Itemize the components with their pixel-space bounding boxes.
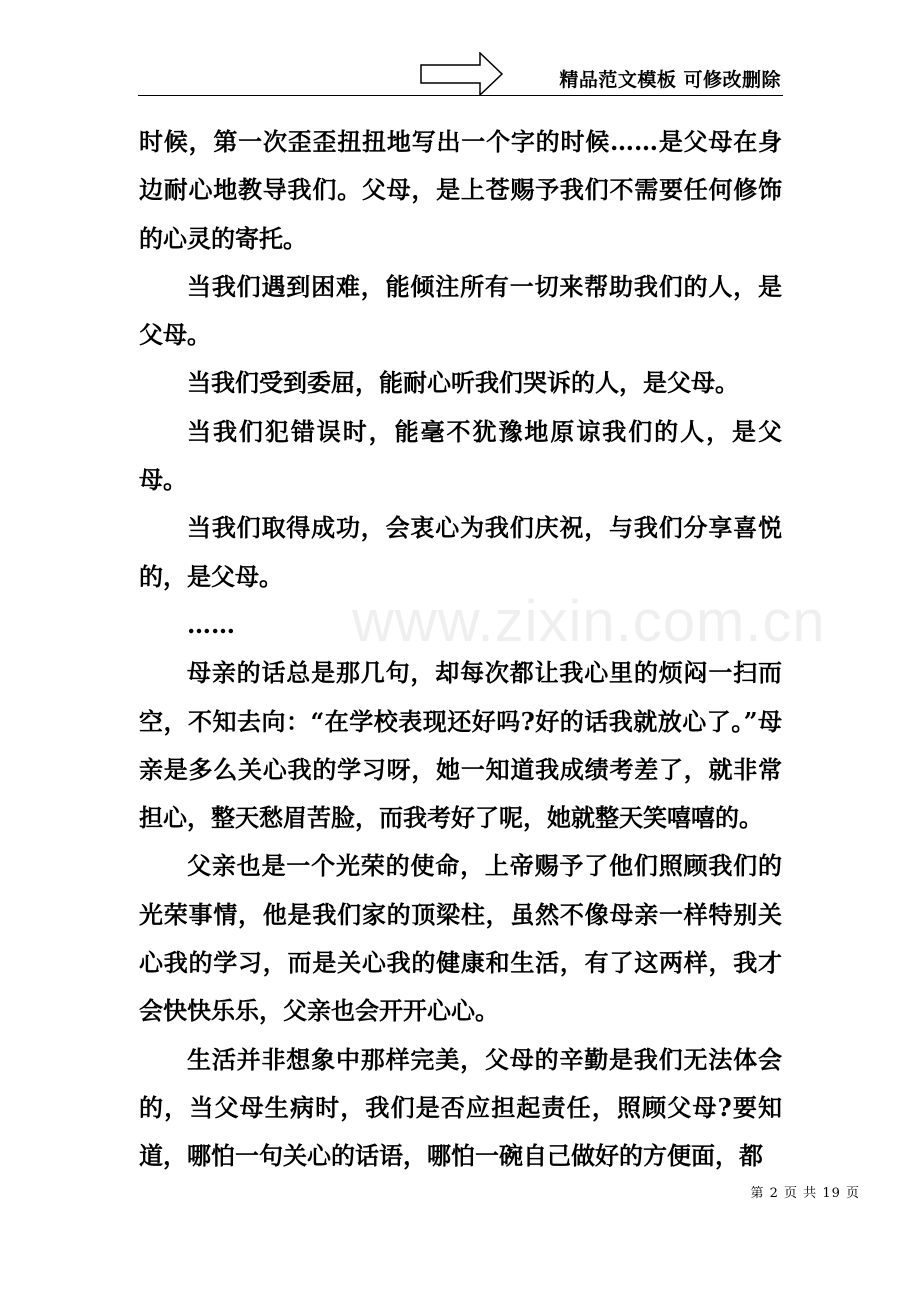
page-number: 第 2 页 共 19 页 bbox=[750, 1186, 860, 1201]
watermark: www.zixin.com.cn bbox=[352, 589, 826, 654]
right-arrow-icon bbox=[420, 52, 504, 96]
header-divider bbox=[138, 95, 783, 96]
paragraph: 当我们犯错误时，能毫不犹豫地原谅我们的人，是父母。 bbox=[139, 416, 782, 495]
paragraph: 当我们遇到困难，能倾注所有一切来帮助我们的人，是父母。 bbox=[139, 271, 782, 350]
page-header bbox=[138, 48, 783, 98]
document-body bbox=[139, 118, 782, 1181]
paragraph: 生活并非想象中那样完美，父母的辛勤是我们无法体会的，当父母生病时，我们是否应担起责任，照顾父母?要知道，哪怕一句关心的话语，哪怕一碗自己做好的方便面，都 bbox=[139, 1044, 782, 1171]
paragraph: 母亲的话总是那几句，却每次都让我心里的烦闷一扫而空，不知去向：“在学校表现还好吗?好的话我就放心了。”母亲是多么关心我的学习呀，她一知道我成绩考差了，就非常担心，整天愁眉苦脸，而我考好了呢，她就整天笑嘻嘻的。 bbox=[139, 658, 782, 833]
paragraph: …… bbox=[187, 609, 235, 639]
paragraph: 当我们受到委屈，能耐心听我们哭诉的人，是父母。 bbox=[187, 368, 739, 398]
header-title: 精品范文模板 可修改删除 bbox=[559, 69, 781, 91]
paragraph: 时候，第一次歪歪扭扭地写出一个字的时候……是父母在身边耐心地教导我们。父母，是上苍赐予我们不需要任何修饰的心灵的寄托。 bbox=[139, 127, 782, 253]
paragraph: 当我们取得成功，会衷心为我们庆祝，与我们分享喜悦的，是父母。 bbox=[139, 513, 782, 591]
paragraph: 父亲也是一个光荣的使命，上帝赐予了他们照顾我们的光荣事情，他是我们家的顶梁柱，虽然不像母亲一样特别关心我的学习，而是关心我的健康和生活，有了这两样，我才会快快乐乐，父亲也会开开心心。 bbox=[139, 851, 782, 1026]
